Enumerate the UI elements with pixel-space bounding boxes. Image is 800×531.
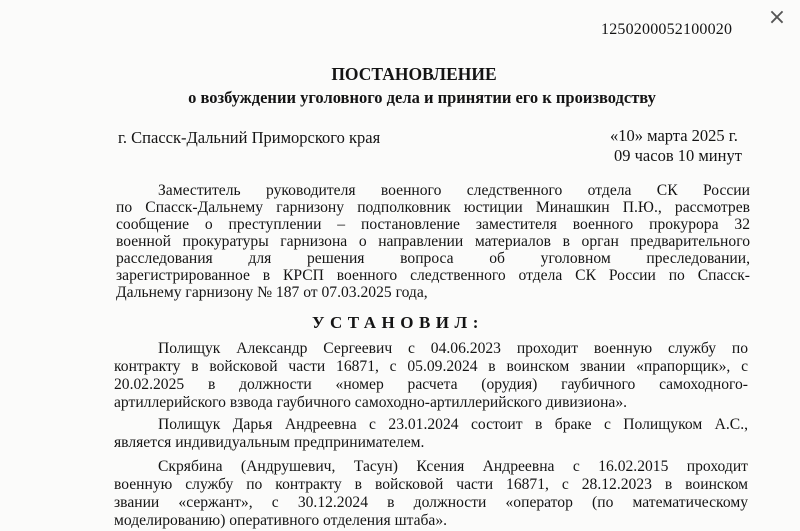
body-line: военную службу по контракту в войсковой части 16871, с 28.12.2023 в воинском xyxy=(114,476,748,493)
body-line: звании «сержант», с 30.12.2024 в должности «оператор (по математическому xyxy=(114,494,748,511)
close-icon: × xyxy=(767,4,787,30)
close-button[interactable] xyxy=(760,0,794,34)
issue-date: «10» марта 2025 г. xyxy=(610,126,738,145)
body-line: является индивидуальным предпринимателем. xyxy=(114,434,425,451)
body-line: Полищук Дарья Андреевна с 23.01.2024 состоит в браке с Полищуком А.С., xyxy=(158,416,748,433)
document-number: 1250200052100020 xyxy=(601,21,733,38)
intro-line: военной прокуратуры гарнизона о направлении материалов в орган предварительного xyxy=(116,233,750,250)
intro-line: Дальнему гарнизону № 187 от 07.03.2025 года, xyxy=(116,284,428,301)
document-subtitle: о возбуждении уголовного дела и принятии его к производству xyxy=(188,88,656,107)
intro-line: по Спасск-Дальнему гарнизону подполковник юстиции Минашкин П.Ю., рассмотрев xyxy=(116,199,750,216)
intro-line: зарегистрированное в КРСП военного следственного отдела СК России по Спасск- xyxy=(116,267,750,284)
body-line: артиллерийского взвода гаубичного самоходно-артиллерийского дивизиона». xyxy=(114,394,628,411)
intro-line: расследования для решения вопроса об уголовном преследовании, xyxy=(116,250,750,267)
intro-line: Заместитель руководителя военного следственного отдела СК России xyxy=(158,182,750,199)
document-title: ПОСТАНОВЛЕНИЕ xyxy=(331,64,497,84)
body-line: Скрябина (Андрушевич, Тасун) Ксения Андреевна с 16.02.2015 проходит xyxy=(158,458,748,475)
issue-time: 09 часов 10 минут xyxy=(614,146,742,165)
place-of-issue: г. Спасск-Дальний Приморского края xyxy=(118,128,381,147)
section-heading: УСТАНОВИЛ: xyxy=(312,313,484,332)
intro-line: сообщение о преступлении – постановление заместителя военного прокурора 32 xyxy=(116,216,750,233)
body-line: моделированию) оперативного отделения штаба». xyxy=(114,512,448,529)
body-line: контракту в войсковой части 16871, с 05.09.2024 в воинском звании «прапорщик», с xyxy=(114,358,748,375)
body-line: Полищук Александр Сергеевич с 04.06.2023 проходит военную службу по xyxy=(158,340,748,357)
body-line: 20.02.2025 в должности «номер расчета (орудия) гаубичного самоходного- xyxy=(114,376,748,393)
